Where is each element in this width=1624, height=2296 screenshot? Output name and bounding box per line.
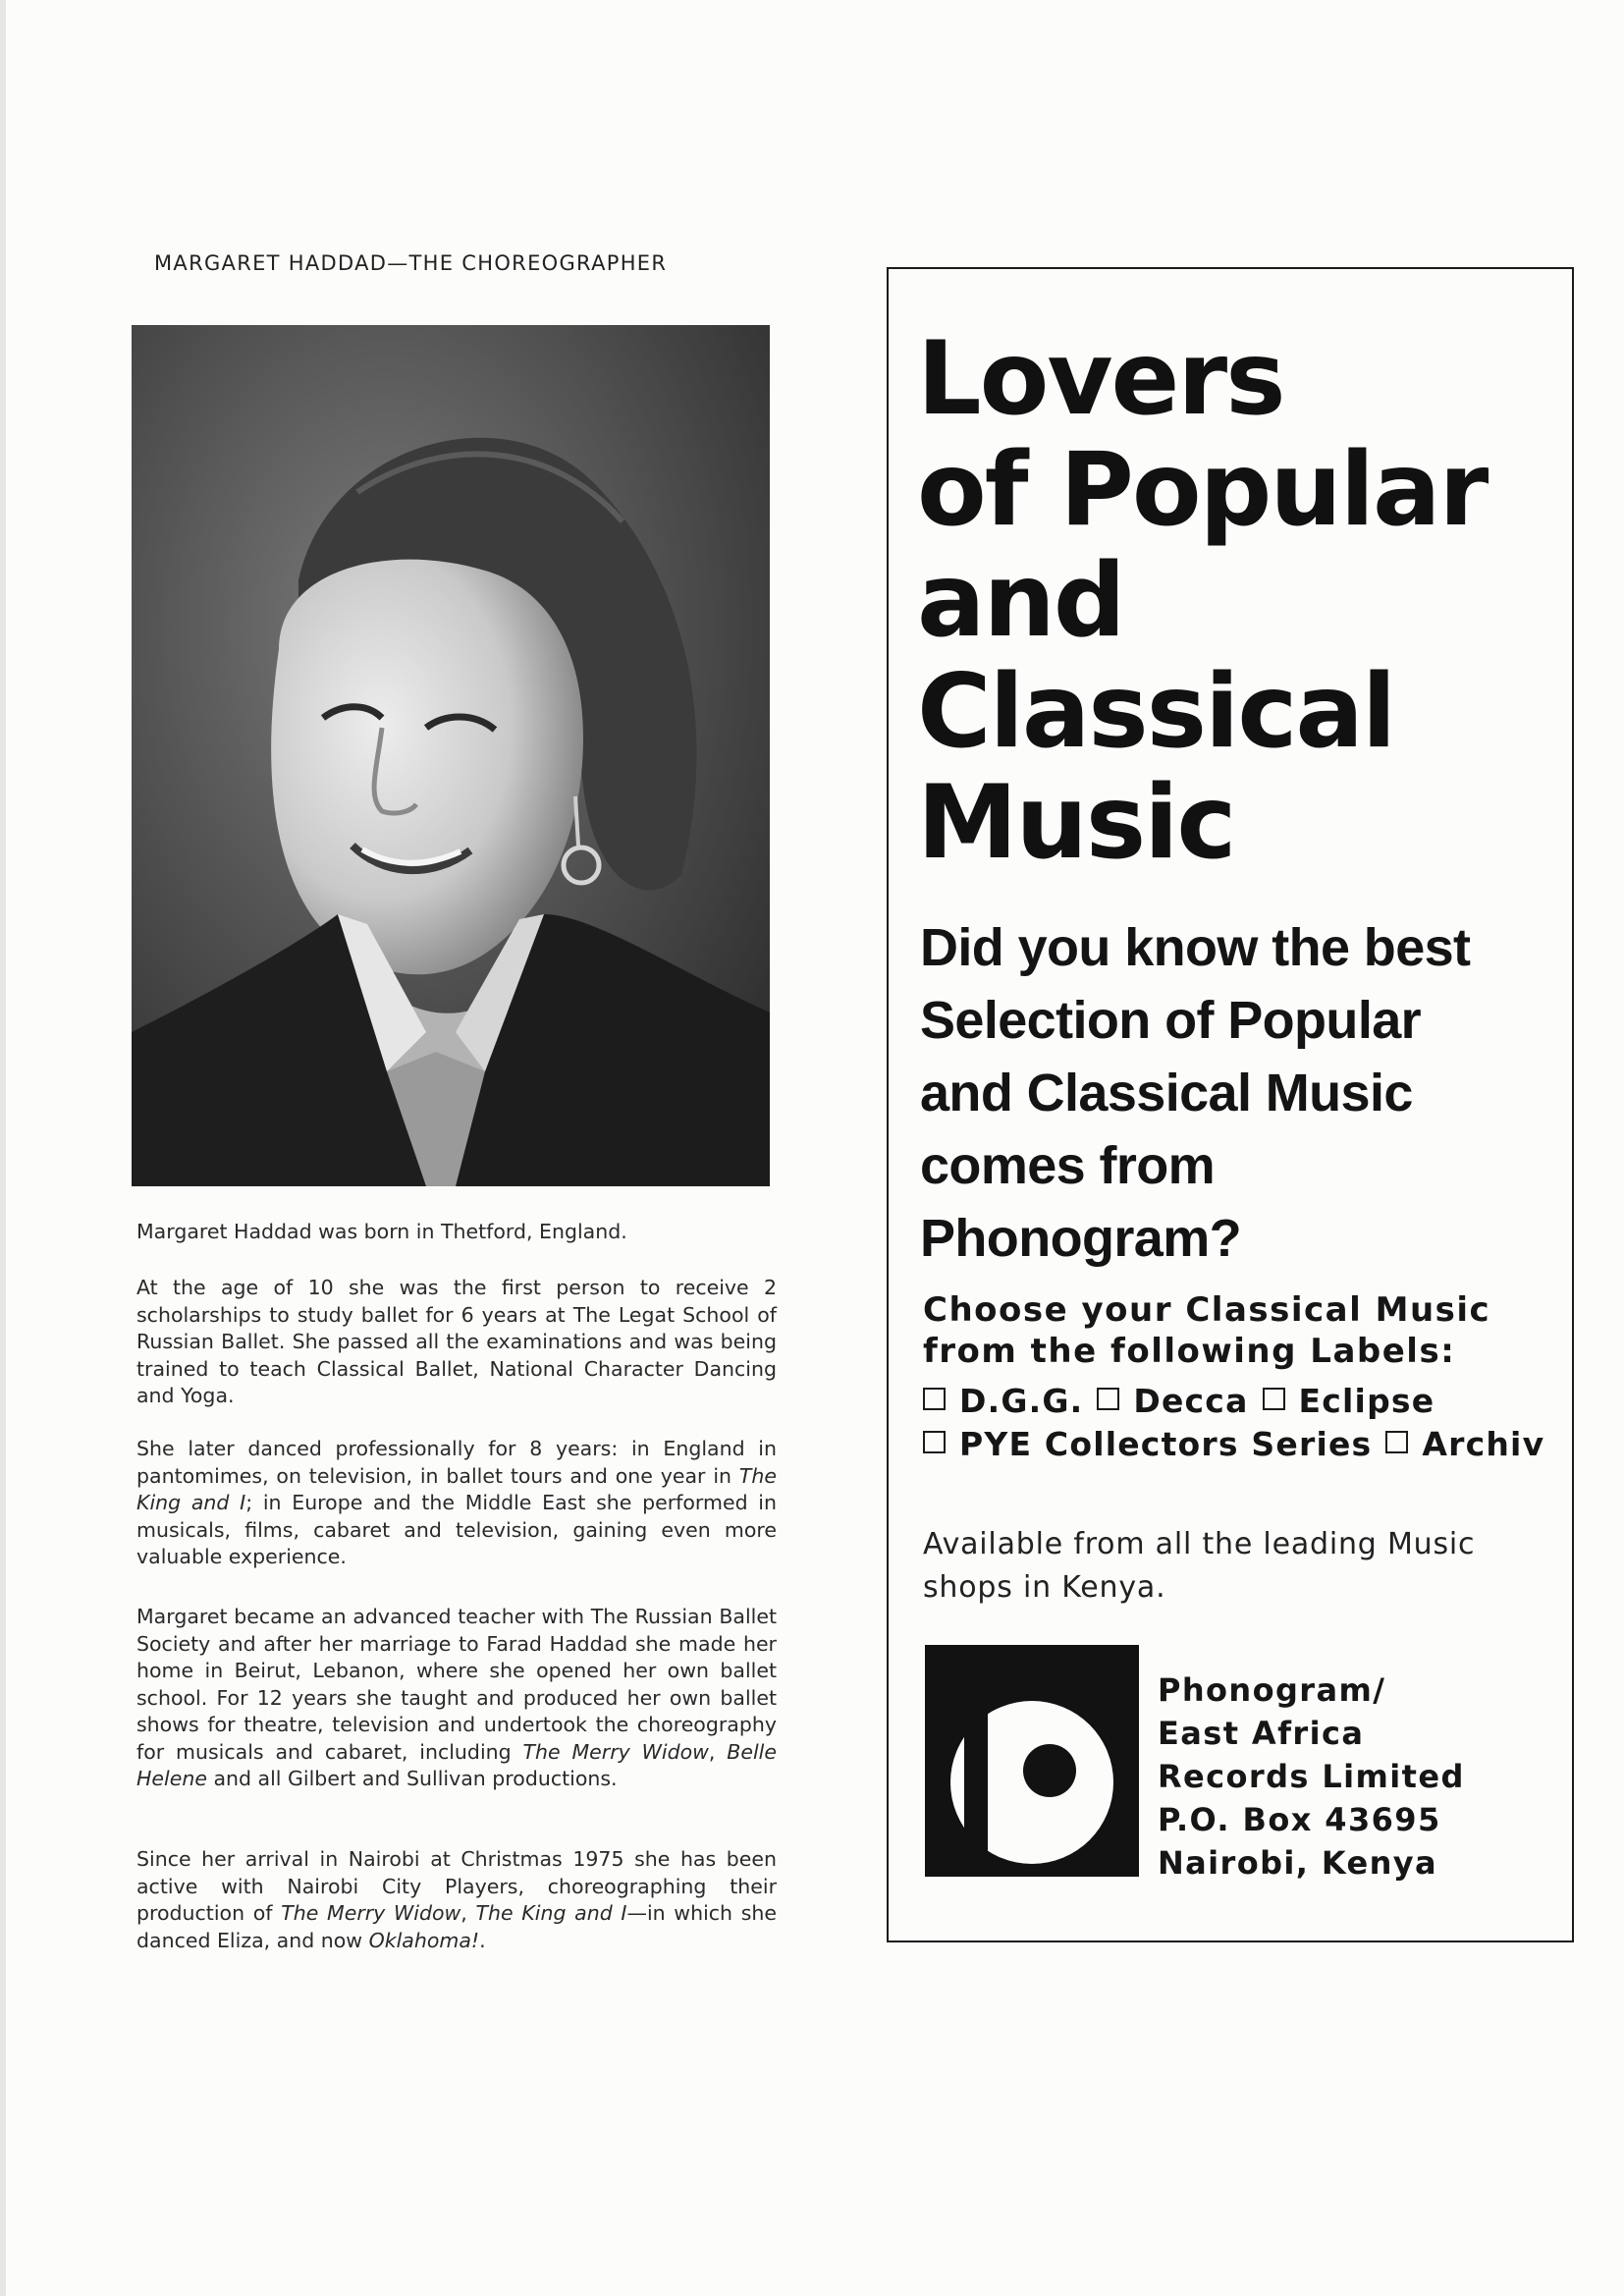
checkbox-icon <box>1385 1431 1408 1453</box>
checkbox-icon <box>923 1431 946 1453</box>
bio-paragraph-2 <box>136 1275 777 1410</box>
bio-text: —in which she danced Eliza, and now <box>136 1901 777 1952</box>
checkbox-icon <box>923 1388 946 1410</box>
label-dgg: D.G.G. <box>959 1382 1084 1420</box>
label-decca: Decca <box>1133 1382 1249 1420</box>
bio-text: , <box>708 1739 728 1764</box>
record-labels-list <box>923 1380 1544 1466</box>
headline-line: of Popular <box>917 431 1488 549</box>
question-line: and Classical Music <box>920 1064 1413 1122</box>
company-address <box>1158 1668 1465 1885</box>
show-title: The Merry Widow <box>281 1901 461 1925</box>
question-line: Did you know the best <box>920 918 1471 977</box>
bio-text: and all Gilbert and Sullivan productions. <box>206 1767 618 1790</box>
headline-line: Music <box>917 764 1235 882</box>
bio-text-career <box>136 1436 777 1571</box>
question-line: comes from <box>920 1136 1216 1195</box>
label-archiv: Archiv <box>1422 1425 1545 1463</box>
portrait-illustration <box>132 325 770 1186</box>
bio-text-beirut <box>136 1604 777 1793</box>
address-line: East Africa <box>1158 1715 1365 1752</box>
bio-text: She later danced professionally for 8 years: in England in pantomimes, on television, in ballet tours and one year in <box>136 1437 777 1488</box>
phonogram-logo-icon <box>925 1645 1139 1877</box>
checkbox-icon <box>1097 1388 1119 1410</box>
phonogram-logo <box>925 1645 1139 1877</box>
bio-text-nairobi <box>136 1846 777 1954</box>
page-edge <box>0 0 6 2296</box>
bio-heading: MARGARET HADDAD—THE CHOREOGRAPHER <box>154 251 668 275</box>
bio-text: , <box>460 1901 476 1925</box>
bio-paragraph-5 <box>136 1846 777 1954</box>
labels-row-1 <box>923 1380 1544 1423</box>
bio-paragraph-1 <box>136 1219 777 1246</box>
available-line: shops in Kenya. <box>923 1570 1166 1605</box>
ad-question <box>920 911 1470 1275</box>
headline-line: Classical <box>917 653 1395 771</box>
address-line: Records Limited <box>1158 1758 1465 1795</box>
headline-line: Lovers <box>917 320 1284 438</box>
choose-labels-text <box>923 1289 1490 1372</box>
bio-text: Since her arrival in Nairobi at Christmas 1975 she has been active with Nairobi City Players, choreographing their production of <box>136 1847 777 1925</box>
show-title: The Merry Widow <box>522 1739 709 1764</box>
address-line: Phonogram/ <box>1158 1671 1386 1709</box>
question-line: Selection of Popular <box>920 991 1422 1050</box>
ad-headline <box>917 320 1488 882</box>
bio-text-birthplace: Margaret Haddad was born in Thetford, England. <box>136 1220 627 1243</box>
address-line: Nairobi, Kenya <box>1158 1844 1438 1882</box>
portrait-photo <box>132 325 770 1186</box>
bio-text: . <box>479 1928 486 1952</box>
label-eclipse: Eclipse <box>1298 1382 1435 1420</box>
question-line: Phonogram? <box>920 1209 1241 1268</box>
headline-line: and <box>917 542 1124 660</box>
label-pye: PYE Collectors Series <box>959 1425 1373 1463</box>
bio-paragraph-3 <box>136 1436 777 1571</box>
show-title: Belle Helene <box>136 1739 777 1790</box>
bio-text: Margaret became an advanced teacher with The Russian Ballet Society and after her marriage to Farad Haddad she made her home in Beirut, Lebanon, where she opened her own ballet school. For 12 years she taught and produced her own ballet shows for theatre, television and undertook the choreography for musicals and cabaret, including <box>136 1605 777 1764</box>
bio-text: ; in Europe and the Middle East she performed in musicals, films, cabaret and television, gaining even more valuable experience. <box>136 1491 777 1568</box>
show-title: The King and I <box>136 1463 777 1514</box>
bio-paragraph-4 <box>136 1604 777 1793</box>
available-line: Available from all the leading Music <box>923 1527 1476 1561</box>
choose-line: from the following Labels: <box>923 1332 1456 1371</box>
address-line: P.O. Box 43695 <box>1158 1801 1441 1838</box>
bio-text-training: At the age of 10 she was the first person to receive 2 scholarships to study ballet for 6 years at The Legat School of Russian Ballet. She passed all the examinations and was being trained to teach Classical Ballet, National Character Dancing and Yoga. <box>136 1276 777 1407</box>
availability-text <box>923 1523 1475 1610</box>
show-title: The King and I <box>475 1901 627 1925</box>
show-title: Oklahoma! <box>368 1928 480 1952</box>
checkbox-icon <box>1263 1388 1285 1410</box>
labels-row-2 <box>923 1423 1544 1466</box>
choose-line: Choose your Classical Music <box>923 1290 1491 1330</box>
